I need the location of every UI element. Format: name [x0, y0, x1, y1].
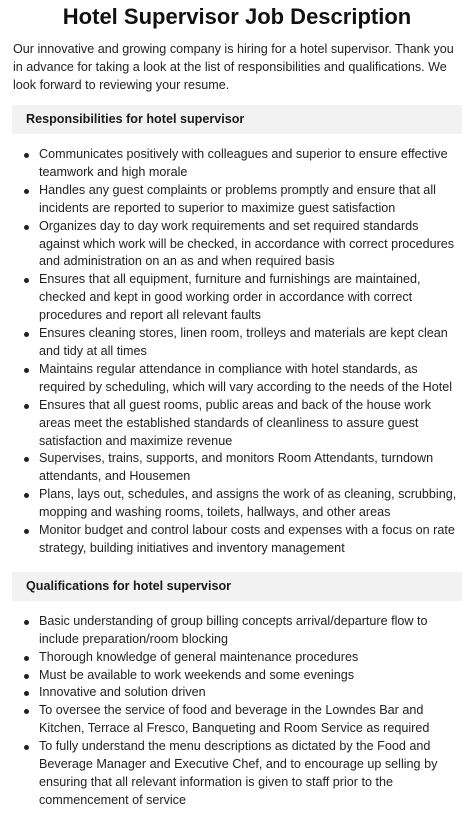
list-item: Innovative and solution driven: [39, 684, 462, 702]
list-item: To oversee the service of food and beverage in the Lowndes Bar and Kitchen, Terrace al Fresco, Banqueting and Room Service as required: [39, 702, 462, 738]
list-item: Basic understanding of group billing concepts arrival/departure flow to include preparation/room blocking: [39, 613, 462, 649]
list-item: Organizes day to day work requirements and set required standards against which work will be checked, in accordance with correct procedures and administration on an as and when required basis: [39, 218, 462, 272]
intro-paragraph: Our innovative and growing company is hiring for a hotel supervisor. Thank you in advance for taking a look at the list of responsibilities and qualifications. We look forward to reviewing your resume.: [13, 42, 454, 92]
list-item: To fully understand the menu descriptions as dictated by the Food and Beverage Manager and Executive Chef, and to encourage up selling by ensuring that all relevant information is given to staff prior to the commencement of service: [39, 738, 462, 810]
list-item: Communicates positively with colleagues and superior to ensure effective teamwork and high morale: [39, 146, 462, 182]
list-item: Handles any guest complaints or problems promptly and ensure that all incidents are reported to superior to maximize guest satisfaction: [39, 182, 462, 218]
page-title: Hotel Supervisor Job Description: [62, 4, 412, 29]
list-item: Plans, lays out, schedules, and assigns the work of as cleaning, scrubbing, mopping and washing rooms, toilets, hallways, and other areas: [39, 486, 462, 522]
responsibilities-heading: Responsibilities for hotel supervisor: [12, 105, 462, 134]
list-item: Monitor budget and control labour costs and expenses with a focus on rate strategy, building initiatives and inventory management: [39, 522, 462, 558]
list-item: Thorough knowledge of general maintenance procedures: [39, 649, 462, 667]
list-item: Must be available to work weekends and some evenings: [39, 667, 462, 685]
qualifications-heading: Qualifications for hotel supervisor: [12, 572, 462, 601]
list-item: Supervises, trains, supports, and monitors Room Attendants, turndown attendants, and Housemen: [39, 450, 462, 486]
list-item: Ensures cleaning stores, linen room, trolleys and materials are kept clean and tidy at all times: [39, 325, 462, 361]
responsibilities-list: [12, 146, 462, 558]
list-item: Ensures that all guest rooms, public areas and back of the house work areas meet the established standards of cleanliness to assure guest satisfaction and maximize revenue: [39, 397, 462, 451]
list-item: Ensures that all equipment, furniture and furnishings are maintained, checked and kept in good working order in accordance with correct procedures and report all relevant faults: [39, 271, 462, 325]
list-item: Maintains regular attendance in compliance with hotel standards, as required by scheduling, which will vary according to the needs of the Hotel: [39, 361, 462, 397]
qualifications-list: [12, 613, 462, 810]
